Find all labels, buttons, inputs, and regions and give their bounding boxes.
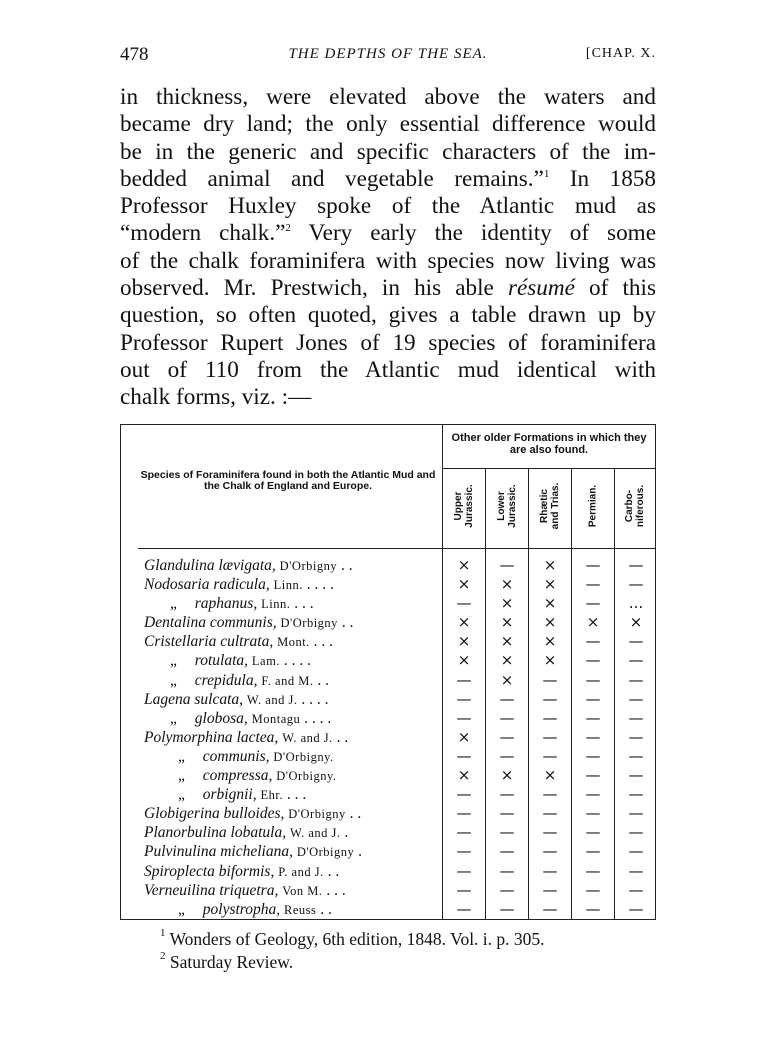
absent-mark: — bbox=[585, 766, 601, 785]
absent-mark: — bbox=[542, 899, 558, 918]
present-mark: × bbox=[500, 613, 514, 632]
leader-dots: . . . bbox=[322, 881, 346, 899]
absent-mark: — bbox=[585, 670, 601, 689]
species: rotulata, bbox=[194, 652, 249, 670]
absent-mark: — bbox=[585, 727, 601, 746]
species-name bbox=[144, 709, 462, 729]
author: Von M. bbox=[282, 883, 323, 898]
table-row bbox=[120, 747, 656, 766]
absent-mark: — bbox=[499, 785, 515, 804]
leader-dots: . . bbox=[323, 862, 340, 880]
column-header-rhaetic-trias bbox=[532, 476, 568, 536]
table-row bbox=[120, 651, 656, 670]
author: Montagu bbox=[251, 711, 301, 726]
genus: „ bbox=[170, 652, 177, 670]
species: triquetra, bbox=[219, 881, 279, 899]
author: Linn. bbox=[261, 597, 291, 612]
author: W. and J. bbox=[246, 692, 298, 707]
absent-mark: — bbox=[499, 727, 515, 746]
footnote-text: Saturday Review. bbox=[169, 952, 294, 972]
leader-dots: . . . . bbox=[297, 690, 329, 708]
present-mark: × bbox=[543, 766, 557, 785]
absent-mark: — bbox=[628, 861, 644, 880]
genus: „ bbox=[178, 747, 185, 765]
species-name bbox=[144, 690, 436, 710]
absent-mark: — bbox=[585, 746, 601, 765]
text-line: of the chalk foraminifera with species now living was bbox=[120, 247, 656, 274]
genus: Pulvinulina bbox=[144, 843, 217, 861]
table-row bbox=[120, 823, 656, 842]
text-line bbox=[120, 275, 656, 302]
genus: Polymorphina bbox=[144, 728, 233, 746]
footnote-1 bbox=[160, 928, 656, 951]
absent-mark: — bbox=[499, 689, 515, 708]
table-rule-top bbox=[120, 424, 656, 425]
absent-mark: — bbox=[542, 746, 558, 765]
species: cultrata, bbox=[220, 633, 274, 651]
author: Linn. bbox=[273, 578, 303, 593]
leader-dots: . bbox=[340, 824, 349, 842]
absent-mark: — bbox=[456, 899, 472, 918]
leader-dots: . . bbox=[332, 728, 349, 746]
present-mark: × bbox=[500, 632, 514, 651]
absent-mark: — bbox=[456, 842, 472, 861]
species-name bbox=[144, 823, 436, 843]
absent-mark: — bbox=[456, 689, 472, 708]
species: globosa, bbox=[194, 709, 248, 727]
present-mark: × bbox=[457, 613, 471, 632]
species-name bbox=[144, 842, 436, 862]
table-row bbox=[120, 862, 656, 881]
absent-mark: — bbox=[456, 594, 472, 613]
leader-dots: . . . . bbox=[279, 652, 311, 670]
footnote-2 bbox=[160, 951, 656, 974]
absent-mark: — bbox=[456, 804, 472, 823]
species-name bbox=[144, 556, 436, 576]
genus: „ bbox=[170, 709, 177, 727]
present-mark: × bbox=[500, 651, 514, 670]
present-mark: × bbox=[457, 632, 471, 651]
author: Reuss bbox=[284, 902, 317, 917]
footnote-ref-1: 1 bbox=[543, 167, 550, 180]
species: bulloides, bbox=[223, 805, 285, 823]
table-row bbox=[120, 671, 656, 690]
absent-mark: — bbox=[628, 842, 644, 861]
species-column-header: Species of Foraminifera found in both the Atlantic Mud and the Chalk of England and Europe. bbox=[140, 469, 436, 492]
absent-mark: — bbox=[542, 670, 558, 689]
species-name bbox=[144, 728, 436, 748]
text-line: be in the generic and specific characters of the im- bbox=[120, 138, 656, 165]
present-mark: × bbox=[457, 766, 471, 785]
present-mark: × bbox=[543, 575, 557, 594]
column-header-lower-jurassic bbox=[489, 476, 525, 536]
present-mark: × bbox=[543, 613, 557, 632]
author: D'Orbigny bbox=[296, 845, 355, 860]
footnote-ref-2: 2 bbox=[285, 222, 291, 235]
present-mark: × bbox=[500, 670, 514, 689]
author: D'Orbigny bbox=[279, 559, 338, 573]
absent-mark: — bbox=[542, 880, 558, 899]
absent-mark: — bbox=[542, 785, 558, 804]
text-line bbox=[120, 220, 656, 247]
species: orbignii, bbox=[202, 786, 257, 804]
absent-mark: — bbox=[456, 670, 472, 689]
genus: Cristellaria bbox=[144, 633, 217, 651]
footnotes bbox=[160, 928, 656, 974]
header-rule bbox=[138, 548, 656, 549]
author: W. and J. bbox=[282, 730, 333, 745]
present-mark: × bbox=[629, 613, 643, 632]
present-mark: × bbox=[543, 632, 557, 651]
body-paragraph bbox=[120, 84, 656, 412]
present-mark: × bbox=[543, 594, 557, 613]
author: D'Orbigny bbox=[288, 807, 346, 822]
footnote-marker: 2 bbox=[160, 950, 166, 962]
present-mark: × bbox=[500, 766, 514, 785]
column-header-label: Carbo- niferous. bbox=[624, 484, 646, 528]
species: sulcata, bbox=[194, 690, 244, 708]
species-name bbox=[144, 747, 470, 767]
text-fragment: of this bbox=[574, 275, 656, 302]
table-row bbox=[120, 728, 656, 747]
absent-mark: — bbox=[585, 880, 601, 899]
absent-mark: — bbox=[456, 708, 472, 727]
leader-dots: . bbox=[354, 843, 363, 861]
absent-mark: — bbox=[542, 708, 558, 727]
present-mark: × bbox=[457, 575, 471, 594]
absent-mark: — bbox=[499, 804, 515, 823]
absent-mark: — bbox=[542, 842, 558, 861]
genus: „ bbox=[178, 786, 185, 804]
absent-mark: — bbox=[456, 880, 472, 899]
table-row bbox=[120, 766, 656, 785]
absent-mark: — bbox=[628, 766, 644, 785]
species-name bbox=[144, 651, 462, 671]
species-name bbox=[144, 613, 436, 633]
table-row bbox=[120, 900, 656, 919]
species: lævigata, bbox=[218, 557, 276, 574]
author: D'Orbigny. bbox=[276, 769, 337, 784]
leader-dots: . . . bbox=[282, 786, 307, 804]
column-header-label: Lower Jurassic. bbox=[496, 484, 518, 528]
author: P. and J. bbox=[278, 864, 324, 879]
absent-mark: — bbox=[456, 861, 472, 880]
genus: Dentalina bbox=[144, 614, 206, 632]
species-name bbox=[144, 632, 436, 652]
absent-mark: — bbox=[628, 575, 644, 594]
genus: Spiroplecta bbox=[144, 862, 215, 880]
present-mark: × bbox=[457, 651, 471, 670]
genus: „ bbox=[178, 767, 185, 785]
present-mark: × bbox=[543, 556, 557, 574]
absent-mark: — bbox=[542, 823, 558, 842]
leader-dots: . . bbox=[337, 614, 354, 632]
species-name bbox=[144, 594, 462, 614]
absent-mark: — bbox=[542, 689, 558, 708]
column-header-label: Upper Jurassic. bbox=[453, 484, 475, 528]
table-row bbox=[120, 632, 656, 651]
absent-mark: — bbox=[628, 708, 644, 727]
absent-mark: — bbox=[585, 804, 601, 823]
author: Ehr. bbox=[260, 788, 283, 803]
column-header-label: Rhætic and Trias. bbox=[539, 482, 561, 530]
text-fragment: In 1858 bbox=[549, 165, 656, 192]
absent-mark: — bbox=[542, 804, 558, 823]
species: micheliana, bbox=[220, 843, 293, 861]
genus: Globigerina bbox=[144, 805, 220, 823]
table-body bbox=[120, 556, 656, 919]
table-row bbox=[120, 881, 656, 900]
present-mark: × bbox=[500, 594, 514, 613]
text-fragment: “modern chalk.” bbox=[120, 220, 286, 247]
absent-mark: — bbox=[499, 823, 515, 842]
species: polystropha, bbox=[202, 900, 281, 918]
column-header-carboniferous bbox=[617, 476, 653, 536]
column-header-label: Permian. bbox=[587, 484, 599, 528]
absent-mark: — bbox=[628, 670, 644, 689]
absent-mark: — bbox=[499, 899, 515, 918]
present-mark: × bbox=[586, 613, 600, 632]
species: biformis, bbox=[218, 862, 275, 880]
absent-mark: — bbox=[585, 785, 601, 804]
text-line: out of 110 from the Atlantic mud identical with bbox=[120, 356, 656, 383]
species-name bbox=[144, 766, 470, 786]
table-row bbox=[120, 594, 656, 613]
absent-mark: — bbox=[585, 556, 601, 574]
absent-mark: — bbox=[628, 556, 644, 574]
table-row bbox=[120, 556, 656, 575]
absent-mark: — bbox=[585, 823, 601, 842]
absent-mark: — bbox=[628, 804, 644, 823]
leader-dots: . . . . bbox=[300, 709, 332, 727]
genus: Planorbulina bbox=[144, 824, 227, 842]
present-mark: × bbox=[500, 575, 514, 594]
chapter-label: [CHAP. X. bbox=[585, 46, 656, 61]
absent-mark: — bbox=[628, 746, 644, 765]
absent-mark: — bbox=[499, 842, 515, 861]
absent-mark: — bbox=[499, 861, 515, 880]
author: F. and M. bbox=[261, 673, 314, 688]
absent-mark: — bbox=[456, 785, 472, 804]
absent-mark: — bbox=[585, 632, 601, 651]
genus: Glandulina bbox=[144, 557, 215, 574]
text-fragment: Very early the identity of some bbox=[290, 220, 656, 247]
species: lobatula, bbox=[230, 824, 287, 842]
text-fragment: bedded animal and vegetable remains.” bbox=[120, 165, 544, 192]
genus: „ bbox=[178, 900, 185, 918]
absent-mark: — bbox=[499, 746, 515, 765]
foraminifera-table bbox=[120, 424, 656, 920]
genus: Nodosaria bbox=[144, 576, 210, 594]
text-line: Professor Huxley spoke of the Atlantic mud as bbox=[120, 193, 656, 220]
absent-mark: — bbox=[585, 861, 601, 880]
genus: Verneuilina bbox=[144, 881, 216, 899]
running-title: THE DEPTHS OF THE SEA. bbox=[288, 46, 488, 62]
species-name bbox=[144, 785, 470, 805]
absent-mark: — bbox=[628, 689, 644, 708]
table-row bbox=[120, 709, 656, 728]
species: communis, bbox=[202, 747, 270, 765]
species: communis, bbox=[209, 614, 277, 632]
species-name bbox=[144, 881, 436, 901]
absent-mark: — bbox=[628, 785, 644, 804]
present-mark: × bbox=[543, 651, 557, 670]
header-rule bbox=[442, 468, 656, 469]
genus: Lagena bbox=[144, 690, 191, 708]
column-header-upper-jurassic bbox=[446, 476, 482, 536]
absent-mark: — bbox=[542, 861, 558, 880]
absent-mark: — bbox=[628, 823, 644, 842]
species-name bbox=[144, 671, 462, 691]
absent-mark: — bbox=[499, 880, 515, 899]
absent-mark: — bbox=[628, 727, 644, 746]
leader-dots: . . . bbox=[290, 595, 314, 613]
absent-mark: — bbox=[585, 575, 601, 594]
present-mark: × bbox=[457, 727, 471, 746]
leader-dots: . . bbox=[345, 805, 362, 823]
text-line: Professor Rupert Jones of 19 species of foraminifera bbox=[120, 329, 656, 356]
absent-mark: — bbox=[542, 727, 558, 746]
footnote-marker: 1 bbox=[160, 927, 166, 939]
species-name bbox=[144, 575, 436, 595]
absent-mark: — bbox=[499, 708, 515, 727]
table-row bbox=[120, 842, 656, 861]
absent-mark: — bbox=[628, 632, 644, 651]
other-formations-header: Other older Formations in which they are also found. bbox=[451, 432, 647, 456]
table-row bbox=[120, 785, 656, 804]
species-name bbox=[144, 900, 470, 920]
species: compressa, bbox=[202, 767, 273, 785]
text-line: became dry land; the only essential difference would bbox=[120, 111, 656, 138]
species: raphanus, bbox=[194, 595, 258, 613]
author: D'Orbigny bbox=[280, 616, 338, 631]
leader-dots: . . bbox=[316, 900, 332, 918]
genus: „ bbox=[170, 595, 177, 613]
absent-mark: — bbox=[585, 899, 601, 918]
page-number: 478 bbox=[120, 44, 149, 65]
table-row bbox=[120, 575, 656, 594]
absent-mark: — bbox=[585, 708, 601, 727]
page-header bbox=[120, 44, 656, 74]
author: D'Orbigny. bbox=[273, 749, 334, 764]
species-name bbox=[144, 804, 436, 824]
leader-dots: . . bbox=[313, 671, 329, 689]
absent-mark: — bbox=[456, 823, 472, 842]
author: Mont. bbox=[277, 635, 310, 650]
text-line bbox=[120, 166, 656, 193]
footnote-text: Wonders of Geology, 6th edition, 1848. Vol. i. p. 305. bbox=[169, 929, 545, 949]
table-row bbox=[120, 804, 656, 823]
absent-mark: — bbox=[628, 899, 644, 918]
table-row bbox=[120, 613, 656, 632]
column-header-permian bbox=[575, 476, 611, 536]
absent-mark: — bbox=[628, 880, 644, 899]
absent-mark: — bbox=[585, 594, 601, 613]
text-fragment: observed. Mr. Prestwich, in his able bbox=[120, 275, 494, 302]
absent-mark: — bbox=[585, 689, 601, 708]
absent-mark: ... bbox=[628, 594, 644, 613]
text-line: question, so often quoted, gives a table drawn up by bbox=[120, 302, 656, 329]
species: lactea, bbox=[236, 728, 279, 746]
absent-mark: — bbox=[628, 651, 644, 670]
species-name bbox=[144, 862, 436, 882]
leader-dots: . . bbox=[337, 557, 353, 574]
leader-dots: . . . bbox=[309, 633, 334, 651]
absent-mark: — bbox=[456, 746, 472, 765]
author: W. and J. bbox=[289, 826, 341, 841]
genus: „ bbox=[170, 671, 177, 689]
absent-mark: — bbox=[585, 651, 601, 670]
text-line: in thickness, were elevated above the waters and bbox=[120, 84, 656, 110]
author: Lam. bbox=[251, 654, 280, 669]
text-fragment-italic: résumé bbox=[507, 275, 575, 302]
present-mark: × bbox=[457, 556, 471, 574]
absent-mark: — bbox=[585, 842, 601, 861]
absent-mark: — bbox=[499, 556, 515, 574]
text-line: chalk forms, viz. :— bbox=[120, 384, 312, 411]
leader-dots: . . . . bbox=[302, 576, 334, 594]
species: crepidula, bbox=[194, 671, 258, 689]
species: radicula, bbox=[213, 576, 270, 594]
table-row bbox=[120, 690, 656, 709]
